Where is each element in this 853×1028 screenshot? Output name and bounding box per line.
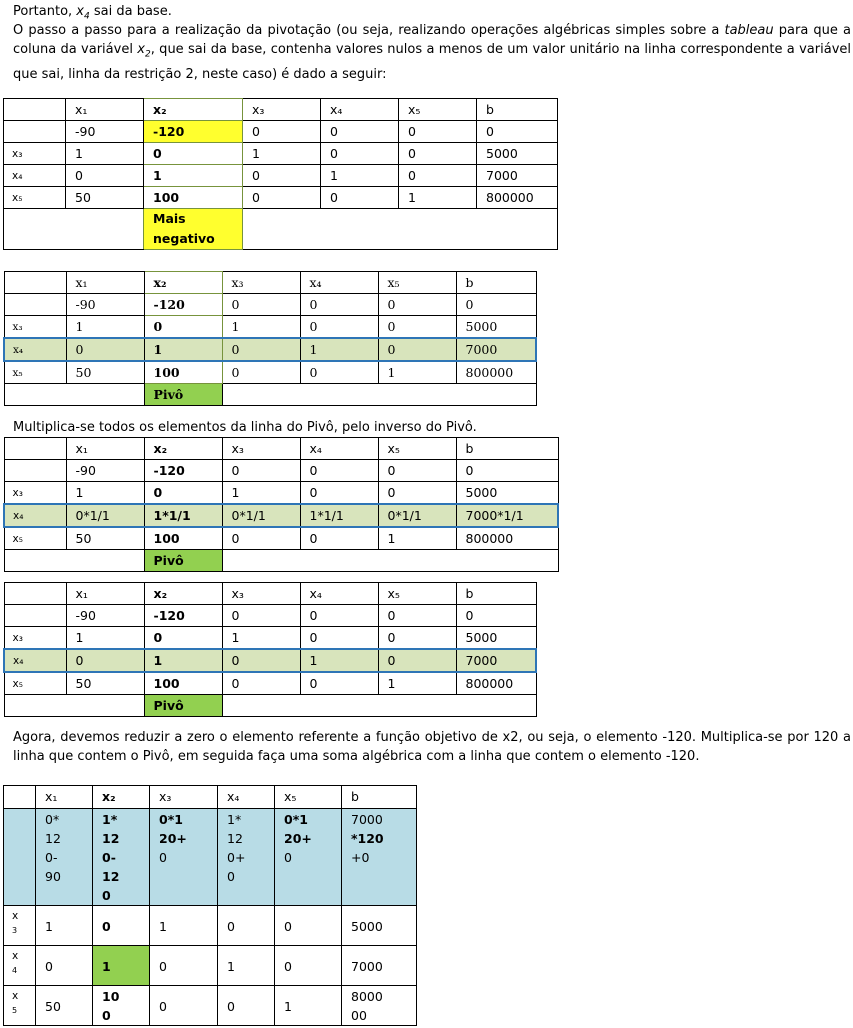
table-cell: 100 — [144, 672, 222, 695]
table-cell: 1 — [222, 316, 300, 339]
table-cell: 0 — [150, 946, 218, 986]
row-label — [4, 605, 66, 627]
cell-text: 0- — [45, 850, 58, 865]
table-row — [4, 438, 558, 460]
column-header — [4, 438, 66, 460]
table-cell: 1 — [218, 946, 275, 986]
table-cell: 1*1/1 — [300, 504, 378, 527]
column-header: x₁ — [66, 438, 144, 460]
cell-text: 0* — [45, 812, 60, 827]
table-cell: 1 — [93, 946, 150, 986]
table-cell — [342, 986, 417, 1026]
table-cell: 5000 — [342, 906, 417, 946]
column-header: x₄ — [218, 786, 275, 809]
objective-cell — [342, 809, 417, 906]
column-header: b — [342, 786, 417, 809]
cell-text: 0 — [102, 1008, 111, 1023]
table-cell: 0 — [66, 165, 144, 187]
table-cell: 1 — [300, 649, 378, 672]
table-cell: 1 — [150, 906, 218, 946]
multiply-instruction: Multiplica-se todos os elementos da linha do Pivô, pelo inverso do Pivô. — [13, 420, 477, 435]
table-cell: 0 — [300, 361, 378, 384]
table-cell: -120 — [144, 605, 222, 627]
column-header: x₂ — [144, 272, 222, 294]
row-label — [4, 986, 36, 1026]
table-cell: 1 — [243, 143, 321, 165]
table-cell: 0 — [144, 482, 222, 505]
column-header: x₅ — [275, 786, 342, 809]
table-cell: 800000 — [456, 527, 558, 550]
table-cell: 0 — [321, 187, 399, 209]
row-label: x₄ — [4, 504, 66, 527]
cell-text: 0*1 — [284, 812, 308, 827]
cell-text: 90 — [45, 869, 61, 884]
column-header — [4, 99, 66, 121]
cell-text: 12 — [45, 831, 61, 846]
table-cell: 0 — [300, 460, 378, 482]
objective-cell — [150, 809, 218, 906]
column-header: x₅ — [378, 438, 456, 460]
table-cell: 1 — [399, 187, 477, 209]
table-row — [4, 272, 536, 294]
cell-text: 1* — [102, 812, 118, 827]
table-cell: 0 — [399, 143, 477, 165]
table-row — [4, 294, 536, 316]
column-header: x₂ — [144, 99, 243, 121]
table-cell: 1 — [144, 165, 243, 187]
row-label: x₅ — [4, 361, 66, 384]
table-cell: 0 — [222, 649, 300, 672]
table-row — [4, 527, 558, 550]
column-header: x₅ — [378, 272, 456, 294]
column-header: x₄ — [300, 272, 378, 294]
table-cell: 0 — [243, 165, 321, 187]
table-row — [4, 695, 536, 717]
table-row — [4, 384, 536, 406]
table-cell: 0 — [321, 121, 399, 143]
table-cell: 1 — [300, 338, 378, 361]
row-label-text: 5 — [12, 1006, 18, 1015]
objective-cell — [275, 809, 342, 906]
table-cell: -90 — [66, 605, 144, 627]
table-cell: 1 — [66, 482, 144, 505]
row-label: x₃ — [4, 143, 66, 165]
table-cell: 100 — [144, 187, 243, 209]
table-cell: 1 — [66, 627, 144, 650]
table-cell: 7000*1/1 — [456, 504, 558, 527]
row-label-text: x — [12, 950, 19, 962]
table-row — [4, 906, 417, 946]
cell-text: 0*1 — [159, 812, 183, 827]
table-cell: -90 — [66, 121, 144, 143]
table-row — [4, 460, 558, 482]
table-cell: 0*1/1 — [66, 504, 144, 527]
table-cell: 0 — [300, 482, 378, 505]
row-label: x₃ — [4, 316, 66, 339]
table-cell: 0 — [378, 460, 456, 482]
table-row — [4, 504, 558, 527]
table-row — [4, 786, 417, 809]
table-cell: 0 — [300, 672, 378, 695]
table-cell: 0 — [222, 338, 300, 361]
row-label: x₃ — [4, 482, 66, 505]
table-cell: 1 — [222, 627, 300, 650]
table-cell: 0 — [378, 649, 456, 672]
tableau-5 — [3, 785, 417, 1026]
table-cell: 0 — [66, 649, 144, 672]
row-label — [4, 460, 66, 482]
row-label: x₄ — [4, 649, 66, 672]
table-cell: 0 — [243, 187, 321, 209]
column-header: x₃ — [150, 786, 218, 809]
pivot-label: Pivô — [144, 550, 222, 572]
table-cell: 800000 — [477, 187, 558, 209]
cell-text: 12 — [102, 831, 120, 846]
table-cell: 0 — [300, 316, 378, 339]
table-cell: 0 — [378, 627, 456, 650]
intro-text: , que sai da base, contenha valores nulos a menos de um valor unitário na linha correspondente a variável que sai, linha da restrição 2, neste caso) é dado a seguir: — [13, 42, 851, 82]
table-cell: 1 — [144, 338, 222, 361]
table-row — [4, 627, 536, 650]
column-header: x₅ — [399, 99, 477, 121]
most-negative-label: Mais negativo — [144, 209, 243, 250]
row-label: x₄ — [4, 165, 66, 187]
table-cell: 0 — [456, 605, 536, 627]
table-cell: 0 — [144, 627, 222, 650]
column-header — [4, 583, 66, 605]
table-cell: 0 — [275, 946, 342, 986]
table-row — [4, 482, 558, 505]
table-row — [4, 986, 417, 1026]
table-cell: 0 — [321, 143, 399, 165]
table-cell: 0 — [222, 294, 300, 316]
table-cell: 0 — [222, 605, 300, 627]
table-cell: 0 — [378, 338, 456, 361]
table-cell: -120 — [144, 121, 243, 143]
table-cell: 0 — [275, 906, 342, 946]
cell-text: 0 — [102, 888, 111, 903]
table-cell: 0 — [222, 672, 300, 695]
row-label — [4, 294, 66, 316]
table-cell: 1 — [378, 361, 456, 384]
table-row — [4, 649, 536, 672]
column-header: b — [456, 583, 536, 605]
pivot-label: Pivô — [144, 695, 222, 717]
column-header — [4, 786, 36, 809]
table-cell: 5000 — [456, 627, 536, 650]
row-label-text: x — [12, 990, 19, 1002]
empty-cell — [4, 550, 144, 572]
table-cell: 1 — [66, 316, 144, 339]
table-cell: 0*1/1 — [222, 504, 300, 527]
table-cell: 0 — [456, 294, 536, 316]
column-header: x₁ — [66, 583, 144, 605]
cell-text: 10 — [102, 989, 120, 1004]
table-cell: -90 — [66, 294, 144, 316]
cell-text: 0 — [284, 850, 292, 865]
table-cell: 7000 — [477, 165, 558, 187]
column-header: x₄ — [321, 99, 399, 121]
column-header — [4, 272, 66, 294]
table-cell: 0 — [218, 986, 275, 1026]
column-header: x₁ — [66, 99, 144, 121]
intro-text: O passo a passo para a realização da pivotação (ou seja, realizando operações algébricas simples sobre a — [13, 23, 725, 38]
variable-x2: $x_2$ — [137, 42, 151, 60]
table-cell: 7000 — [456, 649, 536, 672]
table-cell: 50 — [66, 361, 144, 384]
table-cell: 0 — [222, 460, 300, 482]
table-cell: 7000 — [456, 338, 536, 361]
table-row — [4, 209, 558, 250]
row-label: x₅ — [4, 187, 66, 209]
table-cell: 0 — [399, 121, 477, 143]
table-row — [4, 809, 417, 906]
cell-text: 0 — [227, 869, 235, 884]
cell-text: 20+ — [284, 831, 312, 846]
row-label — [4, 809, 36, 906]
column-header: x₃ — [222, 272, 300, 294]
table-cell: 1 — [66, 143, 144, 165]
table-cell: -120 — [144, 294, 222, 316]
table-cell: 0 — [150, 986, 218, 1026]
column-header: x₂ — [144, 583, 222, 605]
table-cell: -120 — [144, 460, 222, 482]
table-cell: 1*1/1 — [144, 504, 222, 527]
table-cell: 0*1/1 — [378, 504, 456, 527]
column-header: x₃ — [222, 583, 300, 605]
table-cell: 100 — [144, 361, 222, 384]
empty-cell — [4, 695, 144, 717]
cell-text: 0+ — [227, 850, 246, 865]
intro-text: Portanto, — [13, 4, 77, 19]
tableau-4 — [3, 582, 537, 717]
tableau-term: tableau — [724, 23, 774, 38]
row-label-text: x — [12, 910, 19, 922]
table-cell: 0 — [222, 527, 300, 550]
table-row — [4, 605, 536, 627]
variable-x4: $x_4$ — [76, 4, 90, 22]
table-row — [4, 316, 536, 339]
table-cell: 1 — [144, 649, 222, 672]
table-row — [4, 550, 558, 572]
table-row — [4, 165, 558, 187]
table-cell: 7000 — [342, 946, 417, 986]
table-row — [4, 99, 558, 121]
table-cell: 0 — [66, 338, 144, 361]
table-cell: 800000 — [456, 672, 536, 695]
table-cell: 0 — [300, 605, 378, 627]
table-cell: 0 — [378, 482, 456, 505]
row-label-text: 3 — [12, 926, 18, 935]
tableau-3 — [3, 437, 559, 572]
objective-cell — [93, 809, 150, 906]
table-cell: 0 — [222, 361, 300, 384]
table-cell: 0 — [243, 121, 321, 143]
table-row — [4, 946, 417, 986]
table-cell: 50 — [36, 986, 93, 1026]
row-label: x₅ — [4, 672, 66, 695]
column-header: x₄ — [300, 438, 378, 460]
table-cell: 5000 — [456, 316, 536, 339]
column-header: b — [456, 272, 536, 294]
intro-text: para que a coluna da variável — [13, 23, 851, 57]
table-cell — [93, 986, 150, 1026]
row-label: x₅ — [4, 527, 66, 550]
table-cell: 0 — [378, 605, 456, 627]
table-cell: 50 — [66, 187, 144, 209]
cell-text: 1* — [227, 812, 242, 827]
table-cell: 0 — [300, 294, 378, 316]
table-cell: 0 — [218, 906, 275, 946]
tableau-1 — [3, 98, 558, 250]
table-cell: 0 — [378, 294, 456, 316]
column-header: x₂ — [144, 438, 222, 460]
table-cell: 800000 — [456, 361, 536, 384]
table-cell: 0 — [36, 946, 93, 986]
table-cell: 0 — [378, 316, 456, 339]
table-cell: 0 — [144, 316, 222, 339]
cell-text: 8000 — [351, 989, 383, 1004]
table-cell: 1 — [321, 165, 399, 187]
reduce-instruction: Agora, devemos reduzir a zero o elemento referente a função objetivo de x2, ou seja, o elemento -120. Multiplica-se por 120 a linha que contem o Pivô, em seguida faça uma soma algébrica com a linha que contem o elemento -120. — [13, 730, 851, 764]
row-label: x₃ — [4, 627, 66, 650]
table-cell: 1 — [378, 527, 456, 550]
table-row — [4, 583, 536, 605]
empty-cell — [4, 209, 144, 250]
table-row — [4, 143, 558, 165]
intro-paragraph-2 — [13, 21, 851, 84]
column-header: x₄ — [300, 583, 378, 605]
empty-cell — [222, 384, 536, 406]
table-row — [4, 187, 558, 209]
table-cell: 50 — [66, 672, 144, 695]
table-cell: 5000 — [477, 143, 558, 165]
row-label — [4, 121, 66, 143]
table-row — [4, 672, 536, 695]
tableau-2 — [3, 271, 537, 406]
table-row — [4, 338, 536, 361]
column-header: x₃ — [243, 99, 321, 121]
column-header: x₅ — [378, 583, 456, 605]
objective-cell — [218, 809, 275, 906]
empty-cell — [222, 550, 558, 572]
column-header: b — [456, 438, 558, 460]
table-cell: 1 — [378, 672, 456, 695]
table-cell: 1 — [36, 906, 93, 946]
table-cell: 0 — [300, 527, 378, 550]
cell-text: 7000 — [351, 812, 383, 827]
table-cell: 1 — [222, 482, 300, 505]
row-label-text: 4 — [12, 966, 18, 975]
table-cell: 0 — [456, 460, 558, 482]
cell-text: 0 — [159, 850, 167, 865]
table-cell: 0 — [399, 165, 477, 187]
cell-text: 20+ — [159, 831, 187, 846]
column-header: x₁ — [36, 786, 93, 809]
table-cell: -90 — [66, 460, 144, 482]
table-cell: 1 — [275, 986, 342, 1026]
row-label — [4, 946, 36, 986]
table-cell: 5000 — [456, 482, 558, 505]
table-cell: 100 — [144, 527, 222, 550]
table-cell: 0 — [300, 627, 378, 650]
table-row — [4, 121, 558, 143]
table-row — [4, 361, 536, 384]
row-label — [4, 906, 36, 946]
pivot-label: Pivô — [144, 384, 222, 406]
intro-text: sai da base. — [89, 4, 172, 19]
column-header: x₁ — [66, 272, 144, 294]
cell-text: 0- — [102, 850, 116, 865]
table-cell: 50 — [66, 527, 144, 550]
cell-text: 12 — [227, 831, 243, 846]
cell-text: 00 — [351, 1008, 367, 1023]
column-header: x₃ — [222, 438, 300, 460]
table-cell: 0 — [144, 143, 243, 165]
cell-text: 12 — [102, 869, 120, 884]
table-cell: 0 — [93, 906, 150, 946]
objective-cell — [36, 809, 93, 906]
cell-text: *120 — [351, 831, 384, 846]
column-header: x₂ — [93, 786, 150, 809]
empty-cell — [222, 695, 536, 717]
row-label: x₄ — [4, 338, 66, 361]
column-header: b — [477, 99, 558, 121]
cell-text: +0 — [351, 850, 370, 865]
empty-cell — [4, 384, 144, 406]
table-cell: 0 — [477, 121, 558, 143]
empty-cell — [243, 209, 558, 250]
